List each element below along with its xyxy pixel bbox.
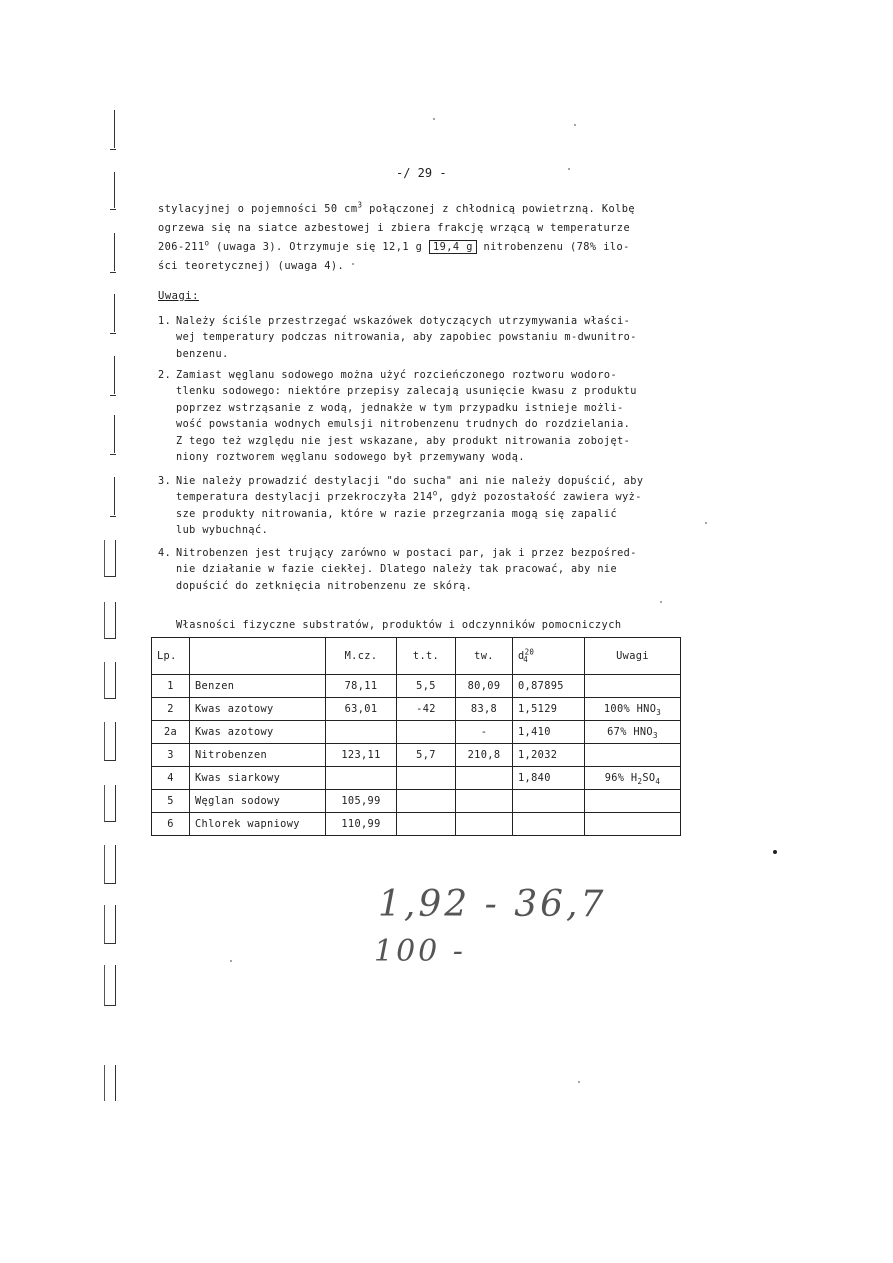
subscript: 2 bbox=[637, 777, 643, 787]
cell-lp: 3 bbox=[152, 744, 190, 767]
text-run: , gdyż pozostałość zawiera wyż- bbox=[437, 492, 642, 504]
table-row bbox=[152, 744, 681, 767]
table-row bbox=[152, 767, 681, 790]
text-run: SO bbox=[642, 772, 656, 784]
text-run: nitrobenzenu (78% ilo- bbox=[476, 241, 630, 253]
text-run: ogrzewa się na siatce azbestowej i zbiera frakcję wrzącą w temperaturze bbox=[158, 222, 631, 234]
header-lp: Lp. bbox=[152, 638, 190, 675]
binding-marks bbox=[104, 110, 134, 1110]
cell-density: 1,410 bbox=[513, 721, 585, 744]
cell-notes bbox=[585, 698, 681, 721]
note-line: benzenu. bbox=[176, 348, 229, 360]
cell-molar-mass: 110,99 bbox=[326, 813, 397, 836]
cell-lp: 1 bbox=[152, 675, 190, 698]
cell-notes bbox=[585, 767, 681, 790]
boxed-annotation: 19,4 g bbox=[429, 240, 477, 254]
text-run: 67% HNO bbox=[607, 726, 653, 738]
binding-mark bbox=[104, 540, 116, 577]
text-run: 206-211 bbox=[158, 241, 205, 253]
cell-melting-point bbox=[397, 767, 456, 790]
superscript: o bbox=[204, 238, 210, 248]
cell-lp: 6 bbox=[152, 813, 190, 836]
table-row bbox=[152, 721, 681, 744]
cell-name: Benzen bbox=[190, 675, 326, 698]
cell-notes bbox=[585, 721, 681, 744]
cell-density: 1,840 bbox=[513, 767, 585, 790]
cell-boiling-point bbox=[456, 767, 513, 790]
superscript: 20 bbox=[524, 647, 535, 657]
text-run: temperatura destylacji przekroczyła 214 bbox=[176, 492, 433, 504]
cell-melting-point bbox=[397, 790, 456, 813]
binding-mark bbox=[104, 477, 115, 515]
header-boiling-point: tw. bbox=[456, 638, 513, 675]
note-line: nie działanie w fazie ciekłej. Dlatego należy tak pracować, aby nie bbox=[176, 564, 618, 576]
note-line: poprzez wstrząsanie z wodą, jednakże w tym przypadku istnieje możli- bbox=[176, 402, 624, 414]
binding-mark bbox=[104, 785, 116, 822]
cell-density: 1,2032 bbox=[513, 744, 585, 767]
header-molar-mass: M.cz. bbox=[326, 638, 397, 675]
header-melting-point: t.t. bbox=[397, 638, 456, 675]
text-run: połączonej z chłodnicą powietrzną. Kolbę bbox=[362, 203, 636, 215]
note-line: lub wybuchnąć. bbox=[176, 525, 269, 537]
binding-mark bbox=[104, 233, 115, 271]
cell-name: Kwas azotowy bbox=[190, 721, 326, 744]
text-run: ści teoretycznej) (uwaga 4). bbox=[158, 260, 345, 272]
intro-line bbox=[158, 219, 680, 238]
cell-molar-mass bbox=[326, 721, 397, 744]
cell-boiling-point bbox=[456, 790, 513, 813]
note-line: wej temperatury podczas nitrowania, aby zapobiec powstaniu m-dwunitro- bbox=[176, 332, 637, 344]
subscript: 3 bbox=[656, 708, 662, 718]
binding-mark bbox=[104, 662, 116, 699]
table-caption: Własności fizyczne substratów, produktów i odczynników pomocniczych bbox=[176, 619, 622, 631]
cell-notes bbox=[585, 744, 681, 767]
note-line: Nie należy prowadzić destylacji "do sucha" ani nie należy dopuścić, aby bbox=[176, 476, 644, 487]
header-name bbox=[190, 638, 326, 675]
table-row bbox=[152, 813, 681, 836]
binding-mark bbox=[104, 1065, 116, 1101]
scan-speck bbox=[433, 118, 435, 120]
scan-dot bbox=[773, 850, 777, 854]
header-density bbox=[513, 638, 585, 675]
page-number: -/ 29 - bbox=[396, 166, 447, 180]
cell-melting-point: -42 bbox=[397, 698, 456, 721]
note-line: Nitrobenzen jest trujący zarówno w postaci par, jak i przez bezpośred- bbox=[176, 548, 637, 559]
intro-paragraph bbox=[158, 200, 680, 276]
subscript: 3 bbox=[652, 731, 658, 741]
table-row bbox=[152, 790, 681, 813]
cell-melting-point: 5,7 bbox=[397, 744, 456, 767]
cell-melting-point: 5,5 bbox=[397, 675, 456, 698]
properties-table bbox=[151, 637, 681, 836]
binding-mark bbox=[104, 294, 115, 332]
handwritten-note: 100 - bbox=[374, 934, 466, 969]
note-line: niony roztworem węglanu sodowego był przemywany wodą. bbox=[176, 452, 525, 464]
scan-speck bbox=[705, 522, 707, 524]
binding-mark bbox=[104, 602, 116, 639]
note-number: 1. bbox=[158, 316, 172, 327]
note-number: 2. bbox=[158, 370, 172, 381]
intro-line bbox=[158, 257, 680, 276]
binding-mark bbox=[104, 172, 115, 208]
binding-mark bbox=[104, 356, 115, 394]
scan-speck bbox=[578, 1081, 580, 1083]
cell-molar-mass: 78,11 bbox=[326, 675, 397, 698]
superscript: o bbox=[432, 489, 438, 499]
text-run: d bbox=[518, 650, 525, 662]
cell-boiling-point: 210,8 bbox=[456, 744, 513, 767]
binding-mark bbox=[104, 722, 116, 761]
intro-line bbox=[158, 200, 680, 219]
notes-heading: Uwagi: bbox=[158, 290, 199, 302]
cell-melting-point bbox=[397, 721, 456, 744]
subscript: 4 bbox=[523, 655, 529, 665]
cell-boiling-point: 80,09 bbox=[456, 675, 513, 698]
binding-mark bbox=[104, 965, 116, 1006]
note-line: dopuścić do zetknięcia nitrobenzenu ze skórą. bbox=[176, 580, 473, 592]
note-line bbox=[176, 490, 682, 506]
handwritten-note: 1,92 - 36,7 bbox=[378, 884, 607, 925]
cell-density: 0,87895 bbox=[513, 675, 585, 698]
cell-name: Kwas siarkowy bbox=[190, 767, 326, 790]
binding-mark bbox=[104, 415, 115, 453]
cell-molar-mass: 105,99 bbox=[326, 790, 397, 813]
scan-speck bbox=[574, 124, 576, 126]
note-number: 3. bbox=[158, 476, 172, 487]
binding-mark bbox=[104, 110, 115, 148]
cell-lp: 2a bbox=[152, 721, 190, 744]
binding-mark bbox=[104, 845, 116, 884]
note-line: tlenku sodowego: niektóre przepisy zalecają usunięcie kwasu z produktu bbox=[176, 386, 637, 398]
note-body bbox=[176, 546, 682, 595]
note-line: sze produkty nitrowania, które w razie przegrzania mogą się zapalić bbox=[176, 508, 618, 520]
superscript: 3 bbox=[357, 200, 363, 210]
cell-name: Chlorek wapniowy bbox=[190, 813, 326, 836]
cell-boiling-point: - bbox=[456, 721, 513, 744]
cell-boiling-point: 83,8 bbox=[456, 698, 513, 721]
cell-name: Kwas azotowy bbox=[190, 698, 326, 721]
header-notes: Uwagi bbox=[585, 638, 681, 675]
cell-boiling-point bbox=[456, 813, 513, 836]
table-header-row bbox=[152, 638, 681, 675]
binding-mark bbox=[104, 905, 116, 944]
cell-notes bbox=[585, 675, 681, 698]
text-run: 96% H bbox=[604, 772, 638, 784]
cell-molar-mass bbox=[326, 767, 397, 790]
scan-speck bbox=[660, 601, 662, 603]
cell-molar-mass: 63,01 bbox=[326, 698, 397, 721]
text-run: (uwaga 3). Otrzymuje się 12,1 g bbox=[209, 241, 429, 253]
scan-speck bbox=[230, 960, 232, 962]
cell-lp: 4 bbox=[152, 767, 190, 790]
note-number: 4. bbox=[158, 548, 172, 559]
cell-notes bbox=[585, 790, 681, 813]
note-body bbox=[176, 474, 682, 540]
cell-density: 1,5129 bbox=[513, 698, 585, 721]
cell-melting-point bbox=[397, 813, 456, 836]
cell-molar-mass: 123,11 bbox=[326, 744, 397, 767]
scan-speck bbox=[568, 168, 570, 170]
note-line: wość powstania wodnych emulsji nitrobenzenu trudnych do rozdzielania. bbox=[176, 419, 631, 431]
cell-density bbox=[513, 813, 585, 836]
intro-line bbox=[158, 238, 680, 257]
text-run: 100% HNO bbox=[603, 703, 657, 715]
note-line: Zamiast węglanu sodowego można użyć rozcieńczonego roztworu wodoro- bbox=[176, 370, 618, 381]
cell-notes bbox=[585, 813, 681, 836]
cell-name: Węglan sodowy bbox=[190, 790, 326, 813]
note-line: Należy ściśle przestrzegać wskazówek dotyczących utrzymywania właści- bbox=[176, 316, 631, 327]
cell-lp: 2 bbox=[152, 698, 190, 721]
table-row bbox=[152, 675, 681, 698]
cell-lp: 5 bbox=[152, 790, 190, 813]
cell-name: Nitrobenzen bbox=[190, 744, 326, 767]
note-body bbox=[176, 368, 682, 466]
note-line: Z tego też względu nie jest wskazane, aby produkt nitrowania zobojęt- bbox=[176, 435, 631, 447]
cell-density bbox=[513, 790, 585, 813]
subscript: 4 bbox=[655, 777, 661, 787]
table-row bbox=[152, 698, 681, 721]
text-run: stylacyjnej o pojemności 50 cm bbox=[158, 203, 358, 215]
note-body bbox=[176, 314, 682, 363]
